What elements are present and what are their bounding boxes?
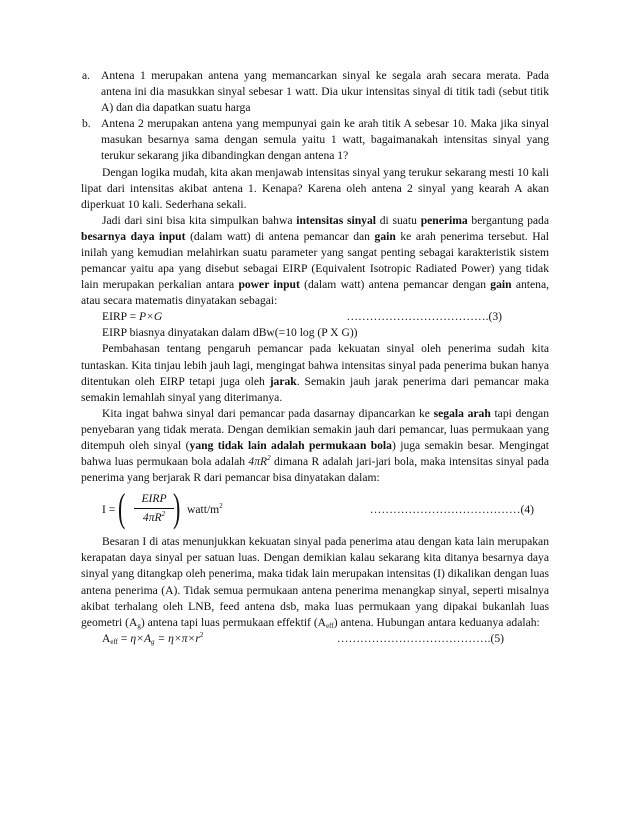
math-superscript: 2 xyxy=(267,454,271,463)
subscript: g xyxy=(151,637,155,646)
text-run: ) juga semakin besar. Mengingat bahwa luas permukaan bola adalah xyxy=(81,438,549,469)
math-base: 4πR xyxy=(248,455,268,469)
text-run: (dalam watt) di antena pemancar dan xyxy=(185,229,375,243)
subscript: eff xyxy=(326,621,334,630)
text-run: di suatu xyxy=(375,213,421,227)
equation-term: η×A xyxy=(130,631,152,645)
paragraph xyxy=(81,534,549,631)
eirp-db-line: EIRP biasnya dinyatakan dalam dBw(=10 log (P X G)) xyxy=(102,326,358,340)
equation-3 xyxy=(81,309,549,325)
list-item xyxy=(81,116,549,164)
text-run: tapi dengan penyebaran yang tidak merata. Dengan demikian semakin jauh dari pemancar, luas permukaan yang ditempuh oleh sinyal ( xyxy=(81,406,550,452)
paragraph xyxy=(81,213,549,310)
paragraph xyxy=(81,406,549,486)
equation-number: ……………………………….(3) xyxy=(346,310,502,324)
bold-term: gain xyxy=(374,229,396,243)
fraction xyxy=(134,491,174,526)
right-paren-icon: ) xyxy=(172,485,181,531)
text-run: antena, atau secara matematis dinyatakan sebagai: xyxy=(81,278,549,308)
text-run: ) antena tapi luas permukaan effektif (A xyxy=(140,615,327,629)
bold-term: besarnya daya input xyxy=(81,229,186,243)
inline-math xyxy=(248,455,270,468)
text-run: dimana R adalah jari-jari bola, maka intensitas sinyal pada penerima yang berjarak R dari pemancar bisa dinyatakan dalam: xyxy=(81,455,549,485)
document-body xyxy=(81,68,549,647)
text-run: Pembahasan tentang pengaruh pemancar pada kekuatan sinyal oleh penerima sudah kita tuntaskan. Kita tinjau lebih jauh lagi, mengingat bahwa intensitas sinyal pada penerima bukan hanya ditentukan oleh EIRP tetapi juga oleh xyxy=(81,342,549,388)
denominator-superscript: 2 xyxy=(161,510,166,519)
equation-number: ………………………………….(5) xyxy=(336,631,504,645)
text-run: ) antena. Hubungan antara keduanya adalah: xyxy=(333,615,540,629)
text-run: ke arah penerima tersebut. Hal inilah yang kemudian melahirkan suatu parameter yang sangat penting sebagai karakteristik sistem pemancar yaitu apa yang disebut sebagai EIRP (Equivalent Isotropic Radiated Power) yang tidak lain merupakan perkalian antara xyxy=(81,229,550,292)
bold-term: intensitas sinyal xyxy=(296,213,376,227)
bold-term: power input xyxy=(238,278,300,292)
text-run: Jadi dari sini bisa kita simpulkan bahwa xyxy=(102,213,297,227)
text-run: Kita ingat bahwa sinyal dari pemancar pada dasarnay dipancarkan ke xyxy=(102,406,434,420)
text-run: . Semakin jauh jarak penerima dari pemancar maka semakin lemahlah sinyal yang diterimanya. xyxy=(81,374,549,404)
bold-term: jarak xyxy=(269,374,297,388)
bold-term: yang tidak lain adalah permukaan bola xyxy=(189,438,392,452)
equation-4 xyxy=(81,485,549,532)
text-run: Besaran I di atas menunjukkan kekuatan sinyal pada penerima atau dengan kata lain merupakan kerapatan daya sinyal per satuan luas. Dengan demikian kalau sekarang kita ditanya besarnya daya sinyal yang ditangkap oleh penerima, maka tidak lain merupakan intensitas (I) dikalikan dengan luas antena penerima (A). Tidak semua permukaan antena penerima menangkap sinyal, seperti misalnya akibat terhalang oleh LNB, feed antena dsb, maka luas permukaan yang dipakai bukanlah luas geometri (A xyxy=(81,535,549,629)
equation-term: = η×π×r xyxy=(154,631,200,645)
fraction-denominator xyxy=(134,509,174,526)
list-item xyxy=(81,68,549,116)
equation-expression: P×G xyxy=(139,310,163,324)
bold-term: penerima xyxy=(420,213,468,227)
equation-number: …………………………………(4) xyxy=(369,503,534,517)
equation-lhs: I = xyxy=(102,503,116,517)
bold-term: gain xyxy=(490,278,512,292)
paragraph xyxy=(81,341,549,405)
denominator-base: 4πR xyxy=(142,511,162,525)
paragraph: Dengan logika mudah, kita akan menjawab intensitas sinyal yang terukur sekarang mesti 10 kali lipat dari intensitas akibat antena 1. Kenapa? Karena oleh antena 2 sinyal yang kearah A akan diperkuat 10 kali. Sederhana sekali. xyxy=(81,165,549,211)
superscript: 2 xyxy=(199,630,204,639)
unit-text: watt/m xyxy=(187,503,220,517)
equation-lhs: A xyxy=(102,631,111,645)
equation-unit xyxy=(187,502,223,518)
list-marker: b. xyxy=(82,117,91,131)
equation-5 xyxy=(81,631,549,647)
unit-superscript: 2 xyxy=(219,502,223,511)
list-marker: a. xyxy=(82,69,91,82)
subscript: eff xyxy=(110,637,119,646)
list-item-text: Antena 1 merupakan antena yang memancarkan sinyal ke segala arah secara merata. Pada antena ini dia masukkan sinyal sebesar 1 watt. Dia ukur intensitas sinyal di titik tadi (sebut titik A) dan dia dapatkan suatu harga xyxy=(101,69,549,115)
equation-lhs: EIRP = xyxy=(102,310,140,324)
list-item-text: Antena 2 merupakan antena yang mempunyai gain ke arah titik A sebesar 10. Maka jika sinyal masukan besarnya sama dengan semula yaitu 1 watt, bagaimanakah intensitas sinyal yang terukur sekarang jika dibandingkan dengan antena 1? xyxy=(101,117,549,163)
text-run: (dalam watt) antena pemancar dengan xyxy=(299,278,491,292)
subscript: g xyxy=(137,621,141,630)
text-run: bergantung pada xyxy=(467,213,550,227)
equals-sign: = xyxy=(118,631,131,645)
left-paren-icon: ( xyxy=(117,485,126,531)
fraction-numerator: EIRP xyxy=(134,491,174,509)
bold-term: segala arah xyxy=(433,406,491,420)
